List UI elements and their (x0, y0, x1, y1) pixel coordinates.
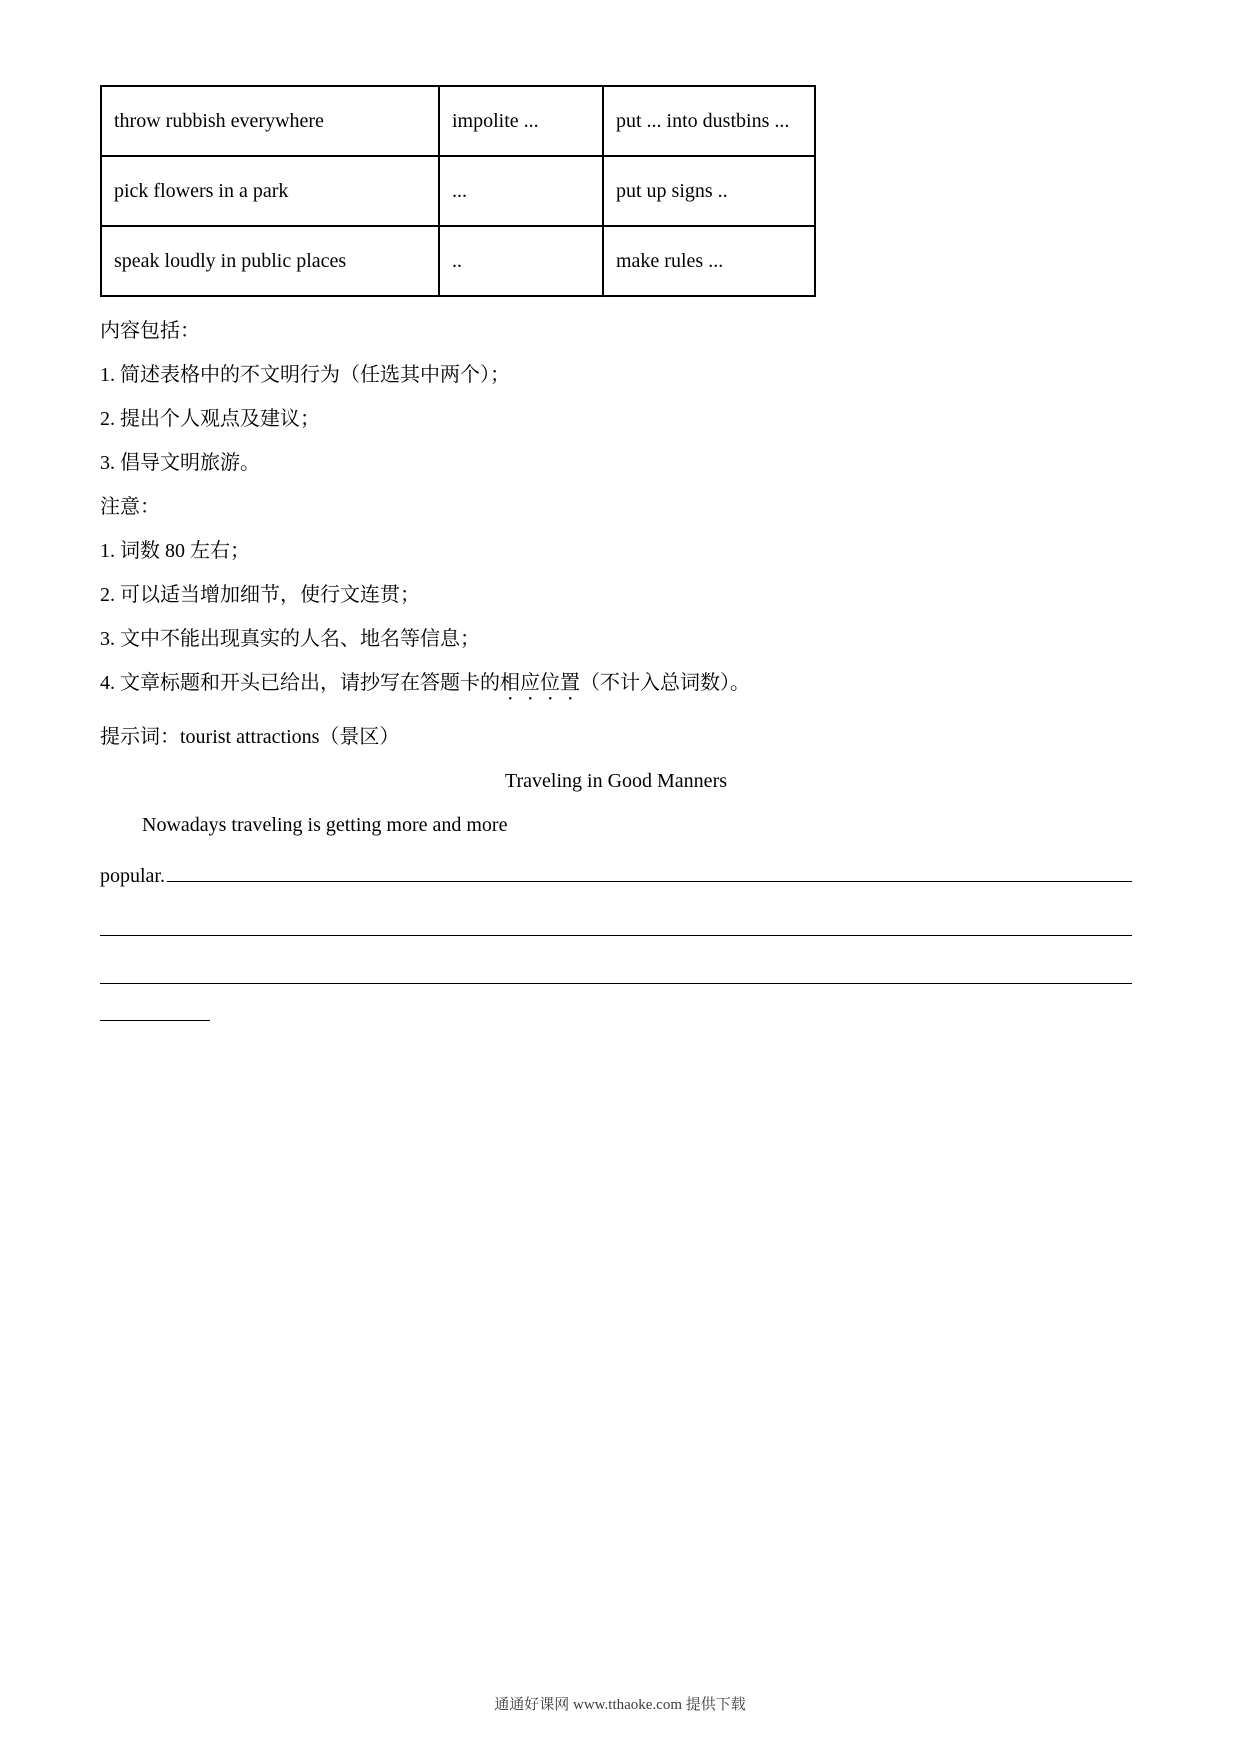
notice-item-4-prefix: 4. 文章标题和开头已给出，请抄写在答题卡的 (100, 672, 500, 694)
essay-opening-line: Nowadays traveling is getting more and more (142, 814, 508, 836)
notice-item-4 (100, 671, 1132, 705)
include-item: 1. 简述表格中的不文明行为（任选其中两个）； (100, 364, 510, 386)
behaviors-table (100, 85, 816, 297)
hint-words: 提示词：tourist attractions（景区） (100, 726, 400, 748)
table-row (101, 156, 815, 226)
table-cell-evaluation: ... (439, 156, 603, 226)
notice-item-4-emphasized-text: 相应位置 (500, 672, 580, 694)
table-cell-behavior: throw rubbish everywhere (101, 86, 439, 156)
answer-line (167, 859, 1132, 882)
essay-second-line-text: popular. (100, 865, 165, 887)
table-cell-evaluation: .. (439, 226, 603, 296)
table-row (101, 86, 815, 156)
table-row (101, 226, 815, 296)
essay-second-line (100, 859, 1132, 888)
answer-line (100, 936, 1132, 984)
notice-item-4-suffix: （不计入总词数）。 (580, 672, 750, 694)
table-cell-suggestion: put ... into dustbins ... (603, 86, 815, 156)
notice-item: 1. 词数 80 左右； (100, 540, 250, 562)
notice-heading: 注意： (100, 496, 160, 518)
include-item: 2. 提出个人观点及建议； (100, 408, 320, 430)
essay-title: Traveling in Good Manners (504, 770, 728, 792)
table-cell-behavior: pick flowers in a park (101, 156, 439, 226)
notice-item: 2. 可以适当增加细节，使行文连贯； (100, 584, 420, 606)
table-cell-suggestion: put up signs .. (603, 156, 815, 226)
answer-line (100, 888, 1132, 936)
table-cell-suggestion: make rules ... (603, 226, 815, 296)
page-footer: 通通好课网 www.tthaoke.com 提供下载 (494, 1697, 746, 1713)
document-content (100, 85, 1132, 1021)
table-cell-evaluation: impolite ... (439, 86, 603, 156)
notice-item: 3. 文中不能出现真实的人名、地名等信息； (100, 628, 480, 650)
table-cell-behavior: speak loudly in public places (101, 226, 439, 296)
answer-line-short (100, 984, 210, 1021)
include-item: 3. 倡导文明旅游。 (100, 452, 260, 474)
include-heading: 内容包括： (100, 320, 200, 342)
